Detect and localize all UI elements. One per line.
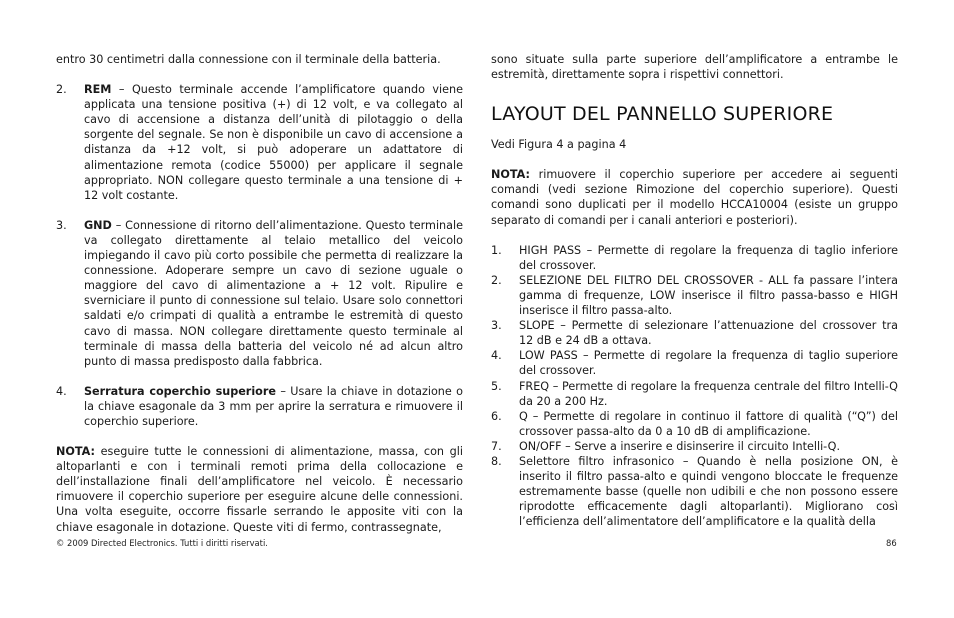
list-number: 3. xyxy=(56,218,67,232)
section-heading: LAYOUT DEL PANNELLO SUPERIORE xyxy=(491,103,834,126)
list-item xyxy=(491,439,898,454)
note-text: eseguire tutte le connessioni di alimentazione, massa, con gli altoparlanti e con i terminali remoti prima della collocazione e dell’installazione finali dell’amplificatore nel veicolo. È necessario rimuovere il coperchio superiore per eseguire alcune delle connessioni. Una volta eseguite, occorre fissarle serrando le apposite viti con la chiave esagonale in dotazione. Queste viti di fermo, contrassegnate, xyxy=(56,445,463,534)
term-label: Serratura coperchio superiore xyxy=(84,384,276,398)
list-number: 8. xyxy=(491,454,502,468)
note-text: rimuovere il coperchio superiore per accedere ai seguenti comandi (vedi sezione Rimozione del coperchio superiore). Questi comandi sono duplicati per il modello HCCA10004 (esiste un gruppo separato di comandi per i canali anteriori e posteriori). xyxy=(491,168,898,227)
item-text: Selettore filtro infrasonico – Quando è nella posizione ON, è inserito il filtro passa-alto e quindi vengono bloccate le frequenze estremamente basse (quelle non udibili e che non possono essere riprodotte efficacemente dagli altoparlanti). Migliorano così l’efficienza dell’alimentatore dell’amplificatore e la qualità della xyxy=(519,454,898,529)
item-text: Q – Permette di regolare in continuo il fattore di qualità (“Q”) del crossover passa-alto da 0 a 10 dB di amplificazione. xyxy=(519,409,898,438)
item-text: SELEZIONE DEL FILTRO DEL CROSSOVER - ALL fa passare l’intera gamma di frequenze, LOW inserisce il filtro passa-basso e HIGH inserisce il filtro passa-alto. xyxy=(519,273,898,318)
term-label: GND xyxy=(84,218,112,232)
list-item xyxy=(491,348,898,378)
list-item xyxy=(491,318,898,348)
list-item xyxy=(491,379,898,409)
copyright-footer: © 2009 Directed Electronics. Tutti i diritti riservati. xyxy=(56,538,268,548)
left-column xyxy=(56,52,463,535)
item-text: LOW PASS – Permette di regolare la frequenza di taglio superiore del crossover. xyxy=(519,349,898,378)
list-item xyxy=(491,243,898,273)
list-number: 4. xyxy=(491,349,502,363)
list-item xyxy=(491,454,898,529)
page-number: 86 xyxy=(886,538,897,548)
list-number: 5. xyxy=(491,379,502,393)
item-text: ON/OFF – Serve a inserire e disinserire il circuito Intelli-Q. xyxy=(519,439,840,453)
list-number: 2. xyxy=(491,273,502,287)
item-text: – Usare la chiave in dotazione o la chiave esagonale da 3 mm per aprire la serratura e rimuovere il coperchio superiore. xyxy=(84,384,463,428)
note-paragraph xyxy=(491,167,898,227)
note-paragraph xyxy=(56,444,463,535)
list-number: 4. xyxy=(56,384,67,398)
list-item xyxy=(491,273,898,318)
right-column xyxy=(491,52,898,529)
figure-reference: Vedi Figura 4 a pagina 4 xyxy=(491,138,627,152)
term-label: REM xyxy=(84,83,112,97)
item-text: SLOPE – Permette di selezionare l’attenuazione del crossover tra 12 dB e 24 dB a ottava. xyxy=(519,319,898,348)
intro-paragraph: entro 30 centimetri dalla connessione con il terminale della batteria. xyxy=(56,53,441,66)
list-number: 2. xyxy=(56,83,67,97)
list-number: 3. xyxy=(491,319,502,333)
list-item-rem xyxy=(56,82,463,203)
list-item xyxy=(491,409,898,439)
list-number: 1. xyxy=(491,243,502,257)
list-number: 7. xyxy=(491,439,502,453)
note-label: NOTA: xyxy=(491,168,530,182)
item-text: – Connessione di ritorno dell’alimentazione. Questo terminale va collegato direttamente al telaio metallico del veicolo impiegando il cavo più corto possibile che permetta di realizzare la connessione. Adoperare sempre un cavo di sezione uguale o maggiore del cavo di alimentazione a + 12 volt. Ripulire e sverniciare il punto di connessione sul telaio. Usare solo connettori saldati e/o crimpati di qualità a entrambe le estremità di questo cavo di massa. NON collegare direttamente questo terminale al terminale di massa della batteria del veicolo né ad alcun altro punto di massa predisposto dalla fabbrica. xyxy=(84,218,463,368)
note-label: NOTA: xyxy=(56,445,95,459)
list-item-lock xyxy=(56,384,463,429)
item-text: HIGH PASS – Permette di regolare la frequenza di taglio inferiore del crossover. xyxy=(519,243,898,272)
intro-paragraph: sono situate sulla parte superiore dell’amplificatore a entrambe le estremità, direttamente sopra i rispettivi connettori. xyxy=(491,53,898,82)
item-text: – Questo terminale accende l’amplificatore quando viene applicata una tensione positiva (+) di 12 volt, e va collegato al cavo di accensione a distanza dell’unità di pilotaggio o della sorgente del segnale. Se non è disponibile un cavo di accensione a distanza da +12 volt, si può adoperare un adattatore di alimentazione remota (codice 55000) per applicare il segnale appropriato. NON collegare questo terminale a una tensione di + 12 volt costante. xyxy=(84,83,463,202)
list-number: 6. xyxy=(491,409,502,423)
list-item-gnd xyxy=(56,218,463,369)
item-text: FREQ – Permette di regolare la frequenza centrale del filtro Intelli-Q da 20 a 200 Hz. xyxy=(519,379,898,408)
